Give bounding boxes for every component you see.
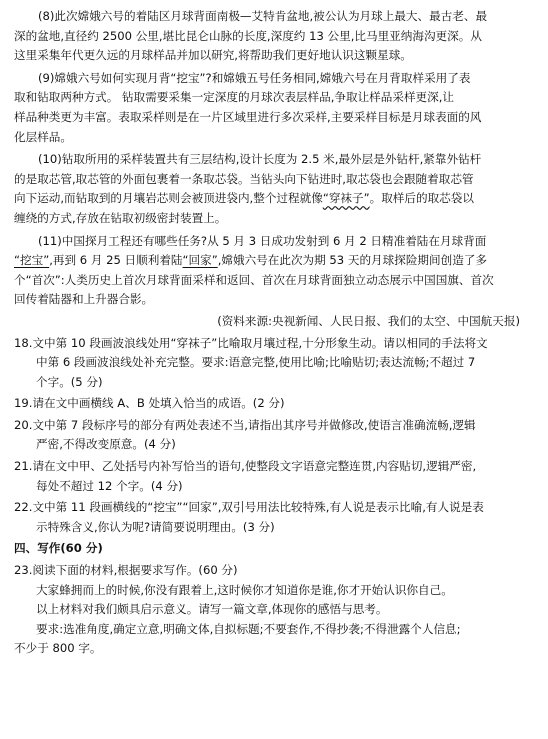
p10-line-3-end: 。取样后的取芯袋以	[369, 191, 474, 206]
p10-line-1: (10)钻取所用的采样装置共有三层结构,设计长度为 2.5 米,最外层是外钻杆,紧靠外钻杆	[38, 152, 482, 167]
writing-requirements-cont: 不少于 800 字。	[14, 641, 102, 656]
question-text: 请在文中画横线 A、B 处填入恰当的成语。(2 分)	[32, 396, 285, 411]
p11-line-3: 个“首次”:人类历史上首次月球背面采样和返回、首次在月球背面独立动态展示中国国旗、首次	[14, 272, 494, 287]
p10-line-4: 缠绕的方式,存放在钻取初级密封装置上。	[14, 210, 227, 225]
p10-line-3-text: 向下运动,而钻取到的月壤岩芯则会被顶进袋内,整个过程就像	[14, 191, 323, 206]
question-number: 22.	[14, 500, 33, 515]
p8-line-1: (8)此次嫦娥六号的着陆区月球背面南极—艾特肯盆地,被公认为月球上最大、最古老、最	[38, 9, 488, 23]
question-number: 20.	[14, 417, 33, 432]
question-number: 19.	[14, 396, 33, 411]
underline-wabao: “挖宝”	[14, 253, 50, 268]
paragraph-11	[14, 232, 526, 310]
p11-line-2	[14, 251, 526, 271]
question-18-line-2: 中第 6 段画波浪线处补充完整。要求:语意完整,使用比喻;比喻贴切;表达流畅;不超过 7	[36, 355, 476, 370]
p9-line-2: 取和钻取两种方式。 钻取需要采集一定深度的月球次表层样品,争取让样品采样更深,让	[14, 90, 455, 105]
p11-line-2-a: ,再到 6 月 25 日顺利着陆	[49, 253, 183, 268]
paragraph-10	[14, 150, 526, 228]
paragraph-8	[14, 7, 526, 66]
p9-line-4: 化层样品。	[14, 129, 72, 144]
question-22-line-2: 示特殊含义,你认为呢?请简要说明理由。(3 分)	[36, 519, 275, 534]
p8-line-3: 这里采集年代更久远的月球样品并加以研究,将帮助我们更好地认识这颗星球。	[14, 48, 412, 63]
question-number: 18.	[14, 335, 33, 350]
question-text: 文中第 10 段画波浪线处用“穿袜子”比喻取月壤过程,十分形象生动。请以相同的手法将文	[32, 335, 488, 350]
question-21-line-2: 每处不超过 12 个字。(4 分)	[36, 478, 183, 493]
writing-requirements: 要求:选准角度,确定立意,明确文体,自拟标题;不要套作,不得抄袭;不得泄露个人信息;	[36, 621, 461, 636]
p11-line-2-b: ,嫦娥六号在此次为期 53 天的月球探险期间创造了多	[217, 253, 487, 268]
question-22	[14, 498, 526, 537]
source-citation: (资料来源:央视新闻、人民日报、我们的太空、中国航天报)	[217, 313, 520, 328]
wavy-underline-chuanwazi: “穿袜子”	[322, 191, 370, 206]
question-21	[14, 457, 526, 496]
question-20-line-1	[14, 416, 526, 436]
question-18	[14, 334, 526, 393]
question-21-line-1	[14, 457, 526, 477]
question-23: 23.阅读下面的材料,根据要求写作。(60 分)	[14, 563, 238, 578]
question-20	[14, 416, 526, 455]
p9-line-3: 样品种类更为丰富。表取采样则是在一片区域里进行多次采样,主要采样目标是月球表面的风	[14, 109, 482, 124]
p9-line-1: (9)嫦娥六号如何实现月背“挖宝”?和嫦娥五号任务相同,嫦娥六号在月背取样采用了表	[38, 70, 471, 85]
question-18-line-1	[14, 334, 526, 354]
p11-line-4: 回传着陆器和上升器合影。	[14, 292, 154, 307]
p11-line-1: (11)中国探月工程还有哪些任务?从 5 月 3 日成功发射到 6 月 2 日精准着陆在月球背面	[38, 233, 487, 248]
question-20-line-2: 严密,不得改变原意。(4 分)	[36, 437, 176, 452]
question-18-line-3: 个字。(5 分)	[36, 374, 103, 389]
question-text: 文中第 7 段标序号的部分有两处表述不当,请指出其序号并做修改,使语言准确流畅,逻辑	[32, 417, 476, 432]
paragraph-9	[14, 69, 526, 147]
p10-line-2: 的是取芯管,取芯管的外面包裹着一条取芯袋。当钻头向下钻进时,取芯袋也会跟随着取芯管	[14, 171, 474, 186]
writing-material: 大家蜂拥而上的时候,你没有跟着上,这时候你才知道你是谁,你才开始认识你自己。	[36, 582, 453, 597]
question-22-line-1	[14, 498, 526, 518]
writing-instruction: 以上材料对我们颇具启示意义。请写一篇文章,体现你的感悟与思考。	[36, 602, 388, 617]
p8-line-2: 深的盆地,直径约 2500 公里,堪比昆仑山脉的长度,深度约 13 公里,比马里亚纳海沟更深。从	[14, 28, 482, 43]
question-19-line-1	[14, 394, 526, 414]
question-text: 请在文中甲、乙处括号内补写恰当的语句,使整段文字语意完整连贯,内容贴切,逻辑严密,	[32, 459, 477, 474]
underline-huijia: “回家”	[182, 253, 218, 268]
question-text: 文中第 11 段画横线的“挖宝”“回家”,双引号用法比较特殊,有人说是表示比喻,有人说是表	[32, 500, 484, 515]
question-number: 21.	[14, 459, 33, 474]
p10-line-3	[14, 189, 526, 209]
question-19	[14, 394, 526, 414]
section-4-title: 四、写作(60 分)	[14, 541, 103, 556]
